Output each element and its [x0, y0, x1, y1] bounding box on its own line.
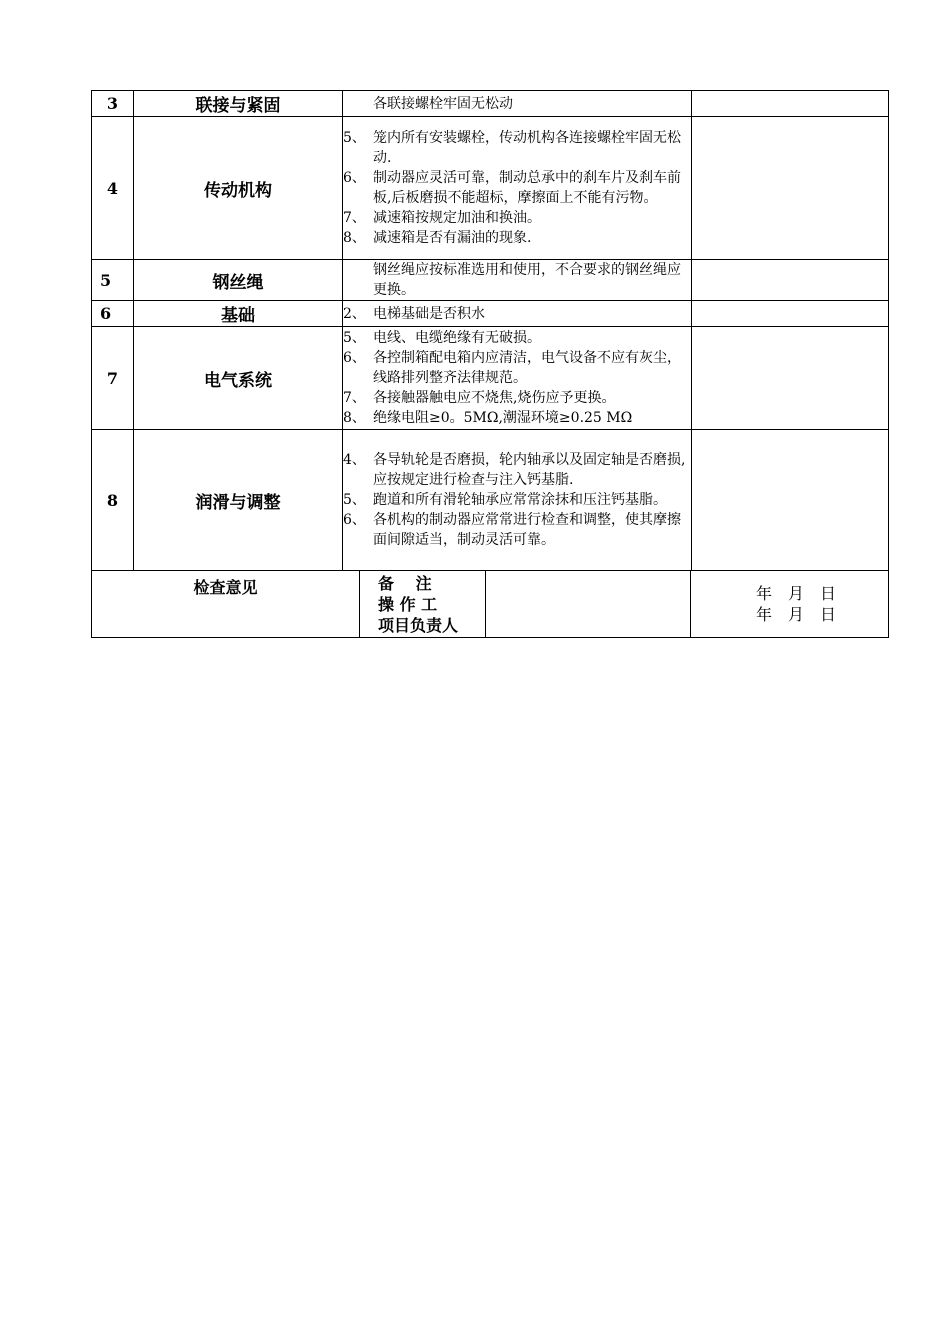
signature-labels: [360, 571, 486, 637]
manager-date: 年 月 日: [755, 605, 836, 624]
result-cell[interactable]: [692, 260, 889, 301]
item-requirements: [343, 91, 692, 117]
inspection-opinion-label: 检查意见: [92, 571, 360, 637]
remark-label: 备 注: [378, 574, 432, 593]
list-item: 5、 跑道和所有滑轮轴承应常常涂抹和压注钙基脂。: [343, 492, 667, 508]
table-row: [92, 301, 889, 327]
table-row: [92, 117, 889, 260]
item-requirements: [343, 117, 692, 260]
list-item: 8、 减速箱是否有漏油的现象.: [343, 230, 532, 246]
result-cell[interactable]: [692, 327, 889, 430]
list-item: 8、 绝缘电阻≥0。5MΩ,潮湿环境≥0.25 MΩ: [343, 410, 633, 426]
result-cell[interactable]: [692, 91, 889, 117]
table-row: [92, 91, 889, 117]
item-name: 传动机构: [134, 117, 343, 260]
list-item: 5、 电线、电缆绝缘有无破损。: [343, 330, 541, 346]
item-name: 润滑与调整: [134, 430, 343, 571]
list-item: 6、 各机构的制动器应常常进行检查和调整，使其摩擦面间隙适当，制动灵活可靠。: [343, 512, 681, 548]
table-row: [92, 430, 889, 571]
signature-table: [91, 571, 889, 638]
signature-row: [92, 571, 889, 637]
row-number: 5: [92, 260, 134, 301]
list-item: 6、 各控制箱配电箱内应清洁，电气设备不应有灰尘，线路排列整齐法律规范。: [343, 350, 681, 386]
table-row: [92, 260, 889, 301]
row-number: 8: [92, 430, 134, 571]
item-requirements: [343, 327, 692, 430]
item-requirements: [343, 430, 692, 571]
signature-cell[interactable]: [486, 571, 691, 637]
row-number: 7: [92, 327, 134, 430]
list-item: 2、 电梯基础是否积水: [343, 305, 485, 322]
result-cell[interactable]: [692, 117, 889, 260]
item-requirements: [343, 260, 692, 301]
operator-date: 年 月 日: [755, 584, 836, 603]
project-manager-label: 项目负责人: [378, 616, 459, 635]
list-item: 6、 制动器应灵活可靠，制动总承中的刹车片及刹车前板,后板磨损不能超标，摩擦面上不能有污物。: [343, 170, 681, 206]
list-item: 7、 各接触器触电应不烧焦,烧伤应予更换。: [343, 390, 616, 406]
list-item: 4、 各导轨轮是否磨损，轮内轴承以及固定轴是否磨损,应按规定进行检查与注入钙基脂.: [343, 452, 686, 488]
list-item: 5、 笼内所有安装螺栓，传动机构各连接螺栓牢固无松动.: [343, 130, 681, 166]
item-name: 钢丝绳: [134, 260, 343, 301]
item-name: 电气系统: [134, 327, 343, 430]
operator-label: 操 作 工: [378, 595, 438, 614]
date-cell[interactable]: [691, 571, 889, 637]
inspection-table: [91, 90, 889, 571]
list-item: 7、 减速箱按规定加油和换油。: [343, 210, 541, 226]
row-number: 6: [92, 301, 134, 327]
row-number: 3: [92, 91, 134, 117]
requirement-text: 各联接螺栓牢固无松动: [373, 95, 513, 112]
row-number: 4: [92, 117, 134, 260]
inspection-sheet: [91, 90, 888, 638]
result-cell[interactable]: [692, 301, 889, 327]
item-name: 基础: [134, 301, 343, 327]
requirement-text: 钢丝绳应按标准选用和使用，不合要求的钢丝绳应更换。: [373, 262, 681, 298]
result-cell[interactable]: [692, 430, 889, 571]
item-requirements: [343, 301, 692, 327]
item-name: 联接与紧固: [134, 91, 343, 117]
table-row: [92, 327, 889, 430]
